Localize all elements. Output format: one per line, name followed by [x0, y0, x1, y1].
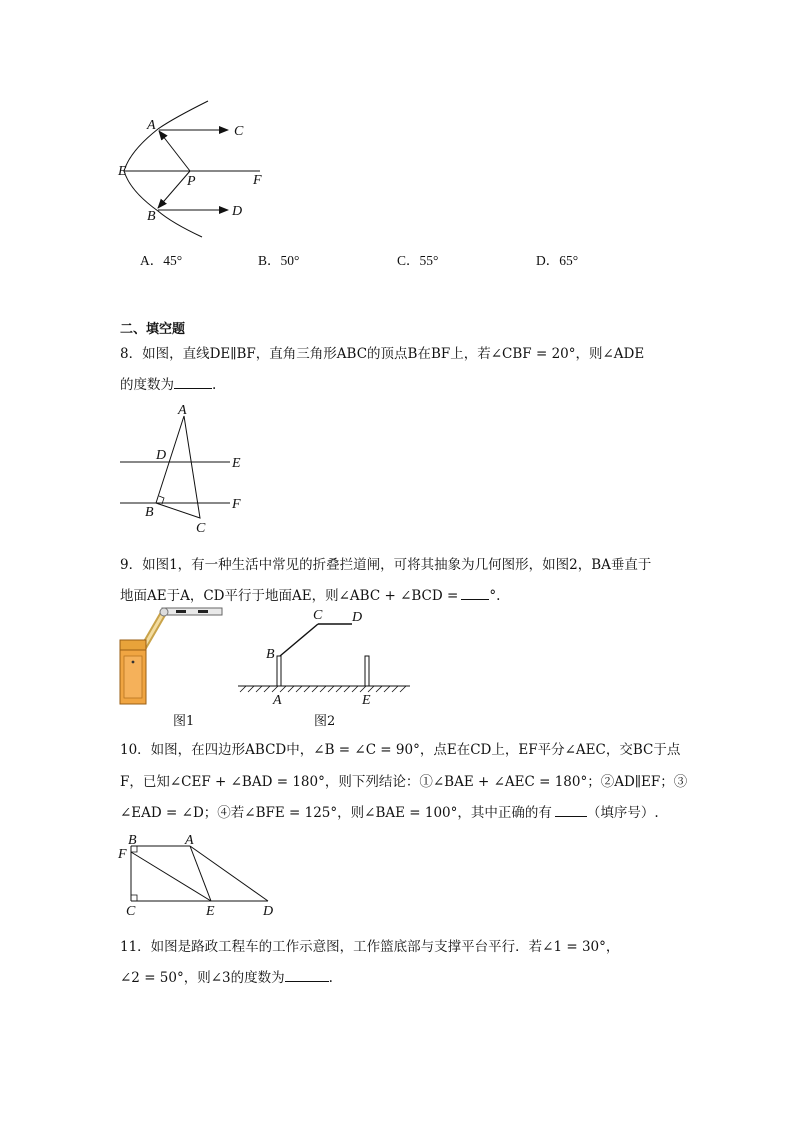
q7-option-c[interactable]: C．55°: [397, 253, 439, 268]
q7-option-a[interactable]: A．45°: [140, 253, 183, 268]
gate-post-lock: [132, 661, 135, 664]
label-c: C: [126, 904, 136, 919]
label-a: A: [273, 693, 282, 706]
post-e: [365, 656, 369, 686]
q8-text-prefix: 的度数为: [120, 377, 174, 393]
segment-ae: [190, 846, 211, 901]
ray-pb: [158, 171, 190, 208]
q10-text-prefix: ∠EAD = ∠D；④若∠BFE = 125°，则∠BAE = 100°，其中正确的有: [120, 805, 552, 821]
label-c: C: [234, 124, 244, 139]
label-e: E: [362, 693, 371, 706]
label-e: E: [118, 164, 127, 179]
q10-text-line2: F，已知∠CEF + ∠BAD = 180°，则下列结论：①∠BAE + ∠AEC = 180°；②AD∥EF；③: [120, 774, 688, 790]
q11-answer-blank[interactable]: [285, 969, 329, 982]
ray-pa: [159, 131, 190, 171]
section-title: 二、填空题: [120, 322, 186, 337]
q10-answer-blank[interactable]: [555, 804, 587, 817]
label-b: B: [147, 209, 156, 224]
q9-text-line2: [120, 584, 500, 604]
q10-text-suffix: （填序号）.: [586, 805, 659, 821]
q9-fig1-barrier-gate: [112, 604, 224, 708]
q10-text-line3: [120, 801, 659, 821]
q8-figure: [110, 398, 260, 538]
label-a: A: [185, 833, 194, 848]
q8-text-suffix: .: [212, 377, 217, 393]
label-d: D: [232, 204, 243, 219]
label-d: D: [352, 610, 363, 625]
label-b: B: [266, 647, 275, 662]
q7-option-b[interactable]: B．50°: [258, 253, 300, 268]
q7-option-d[interactable]: D．65°: [536, 253, 579, 268]
q9-text-suffix: °.: [489, 588, 501, 604]
label-f: F: [253, 173, 262, 188]
arm-hinge: [160, 608, 168, 616]
label-d: D: [263, 904, 274, 919]
label-f: F: [118, 847, 127, 862]
q9-fig2-caption: 图2: [314, 714, 336, 729]
q8-text-line1: 8．如图，直线DE∥BF，直角三角形ABC的顶点B在BF上，若∠CBF = 20°，则∠ADE: [120, 346, 645, 362]
segment-ad: [190, 846, 268, 901]
q9-fig1-caption: 图1: [173, 714, 195, 729]
label-f: F: [232, 497, 241, 512]
q9-text-prefix: 地面AE于A，CD平行于地面AE，则∠ABC + ∠BCD =: [120, 588, 459, 604]
post-ab: [277, 656, 281, 686]
parabola-curve: [124, 101, 208, 237]
q8-text-line2: [120, 373, 216, 393]
q7-figure: [110, 95, 270, 245]
label-c: C: [313, 608, 323, 623]
ground-hatching: [240, 686, 406, 692]
gate-arm-upper: [162, 608, 222, 615]
label-e: E: [232, 456, 241, 471]
label-b: B: [145, 505, 154, 520]
q9-answer-blank[interactable]: [461, 587, 489, 600]
segment-bc: [280, 624, 318, 656]
label-c: C: [196, 521, 206, 536]
q11-text-suffix: .: [328, 970, 333, 986]
q10-figure: [114, 832, 284, 922]
q11-text-prefix: ∠2 = 50°，则∠3的度数为: [120, 970, 285, 986]
label-b: B: [128, 833, 137, 848]
q10-text-line1: 10．如图，在四边形ABCD中，∠B = ∠C = 90°，点E在CD上，EF平分∠AEC，交BC于点: [120, 742, 681, 758]
q11-text-line1: 11．如图是路政工程车的工作示意图，工作篮底部与支撑平台平行．若∠1 = 30°，: [120, 939, 620, 955]
q9-text-line1: 9．如图1，有一种生活中常见的折叠拦道闸，可将其抽象为几何图形，如图2，BA垂直于: [120, 557, 652, 573]
label-d: D: [156, 448, 167, 463]
q8-answer-blank[interactable]: [174, 376, 212, 389]
label-e: E: [206, 904, 215, 919]
label-p: P: [187, 174, 196, 189]
label-a: A: [178, 403, 187, 418]
right-angle-c: [131, 895, 137, 901]
label-a: A: [147, 118, 156, 133]
q9-fig2: [234, 606, 414, 706]
segment-fe: [131, 852, 211, 901]
q11-text-line2: [120, 966, 333, 986]
